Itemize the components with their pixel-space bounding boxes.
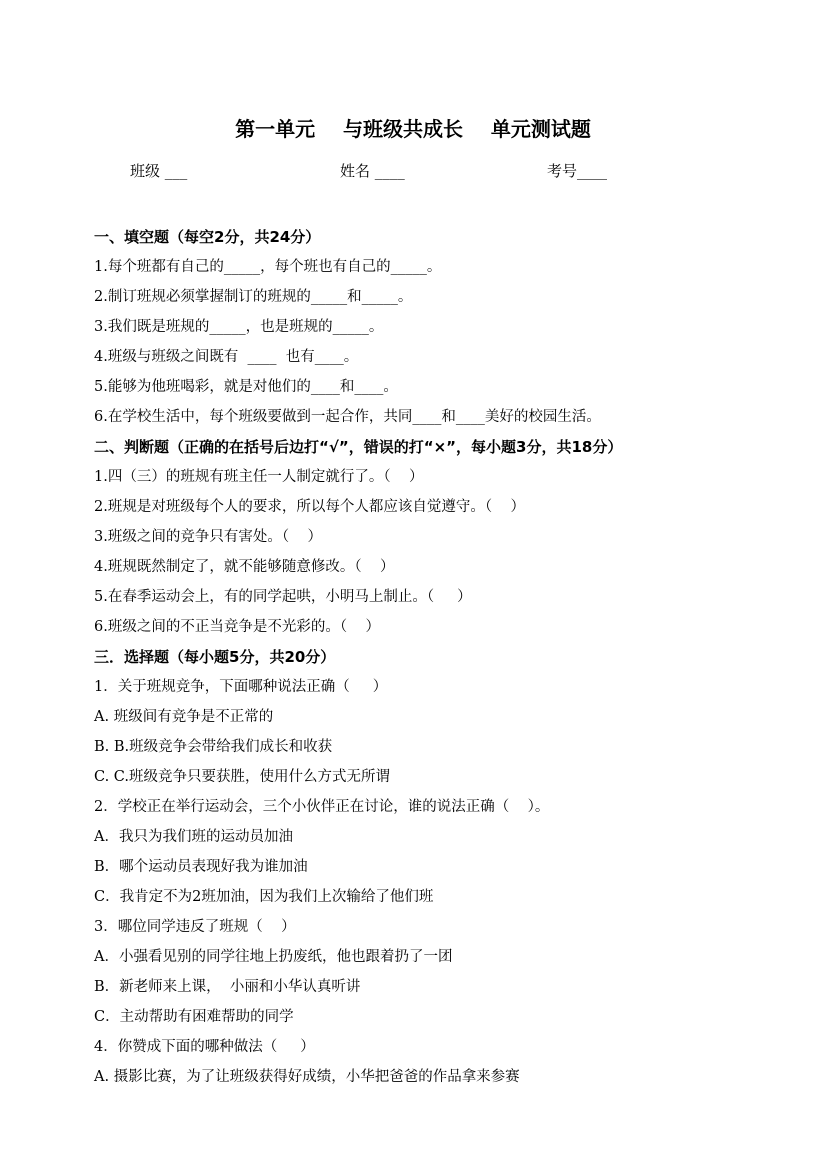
choice-option: C．我肯定不为2班加油，因为我们上次输给了他们班 [94,889,434,905]
choice-option: A. 班级间有竞争是不正常的 [94,709,274,725]
choice-option: B．哪个运动员表现好我为谁加油 [94,859,308,875]
choice-option: A. 摄影比赛，为了让班级获得好成绩，小华把爸爸的作品拿来参赛 [94,1069,520,1085]
question-item: 2.制订班规必须掌握制订的班规的_____和_____。 [94,289,413,305]
question-item: 4.班级与班级之间既有 ____ 也有____。 [94,349,359,365]
question-item: 5.在春季运动会上，有的同学起哄，小明马上制止。（ ） [94,589,472,605]
question-item: 3.班级之间的竞争只有害处。（ ） [94,529,323,545]
exam-number-field-label: 考号____ [547,162,608,180]
question-item: 1.每个班都有自己的_____，每个班也有自己的_____。 [94,259,442,275]
choice-option: B．新老师来上课， 小丽和小华认真听讲 [94,979,361,995]
section-heading-fill-blank: 一、填空题（每空2分，共24分） [94,228,321,246]
question-item: 4.班规既然制定了，就不能够随意修改。（ ） [94,559,395,575]
section-heading-multiple-choice: 三．选择题（每小题5分，共20分） [94,648,336,666]
question-item: 1.四（三）的班规有班主任一人制定就行了。（ ） [94,469,424,485]
choice-option: B. B.班级竞争会带给我们成长和收获 [94,739,333,755]
name-field-label: 姓名 ____ [340,162,405,180]
question-item: 3．哪位同学违反了班规（ ） [94,919,296,935]
question-item: 5.能够为他班喝彩，就是对他们的____和____。 [94,379,398,395]
question-item: 2．学校正在举行运动会，三个小伙伴正在讨论，谁的说法正确（ ）。 [94,799,550,815]
choice-option: A．我只为我们班的运动员加油 [94,829,293,845]
section-heading-true-false: 二、判断题（正确的在括号后边打“√”，错误的打“×”，每小题3分，共18分） [94,438,623,456]
exam-content [94,222,794,1092]
page-title: 第一单元 与班级共成长 单元测试题 [235,117,591,141]
question-item: 3.我们既是班规的_____，也是班规的_____。 [94,319,384,335]
choice-option: C．主动帮助有困难帮助的同学 [94,1009,294,1025]
question-item: 6.在学校生活中，每个班级要做到一起合作，共同____和____美好的校园生活。 [94,409,601,425]
question-item: 6.班级之间的不正当竞争是不光彩的。（ ） [94,619,381,635]
question-item: 2.班规是对班级每个人的要求，所以每个人都应该自觉遵守。（ ） [94,499,526,515]
question-item: 4．你赞成下面的哪种做法（ ） [94,1039,315,1055]
choice-option: A．小强看见别的同学往地上扔废纸，他也跟着扔了一团 [94,949,453,965]
question-item: 1．关于班规竞争，下面哪种说法正确（ ） [94,679,388,695]
class-field-label: 班级 ___ [130,162,188,180]
choice-option: C. C.班级竞争只要获胜，使用什么方式无所谓 [94,769,390,785]
